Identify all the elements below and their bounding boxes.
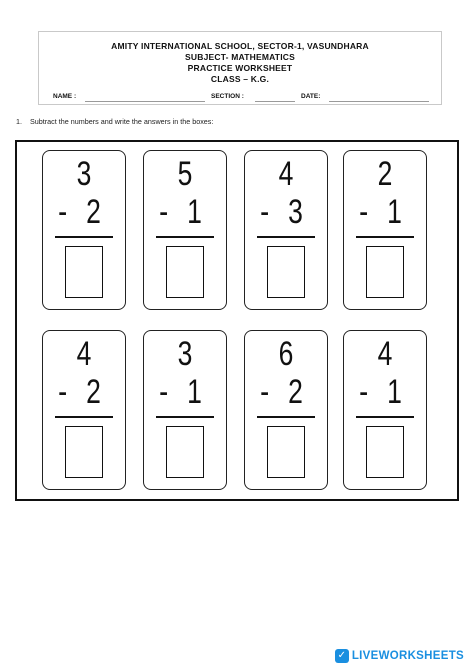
answer-line [257, 416, 315, 418]
instruction-text: Subtract the numbers and write the answers in the boxes: [30, 117, 214, 126]
worksheet-type: PRACTICE WORKSHEET [187, 63, 293, 73]
subtrahend: 2 [86, 373, 101, 411]
name-field[interactable] [85, 101, 205, 102]
answer-box[interactable] [65, 426, 103, 478]
instruction [16, 117, 213, 126]
minuend: 2 [377, 155, 393, 193]
problem-card [244, 330, 328, 490]
subtrahend: 1 [387, 193, 402, 231]
school-name: AMITY INTERNATIONAL SCHOOL, SECTOR-1, VASUNDHARA [111, 41, 369, 51]
section-field[interactable] [255, 101, 295, 102]
minuend: 3 [177, 335, 193, 373]
minuend: 4 [76, 335, 92, 373]
answer-line [257, 236, 315, 238]
answer-box[interactable] [267, 426, 305, 478]
problem-card [42, 150, 126, 310]
problem-card [244, 150, 328, 310]
logo-text: LIVEWORKSHEETS [351, 649, 464, 662]
date-label: DATE: [301, 93, 321, 100]
answer-box[interactable] [366, 426, 404, 478]
subtrahend: 1 [187, 193, 202, 231]
problem-card [42, 330, 126, 490]
subtrahend: 3 [288, 193, 303, 231]
minuend: 3 [76, 155, 92, 193]
answer-line [356, 236, 414, 238]
subtrahend: 1 [187, 373, 202, 411]
problem-card [143, 150, 227, 310]
subtrahend: 2 [86, 193, 101, 231]
answer-box[interactable] [65, 246, 103, 298]
date-field[interactable] [329, 101, 429, 102]
problems-frame [15, 140, 459, 501]
minus-sign: - [159, 193, 169, 231]
liveworksheets-logo [335, 648, 464, 663]
minuend: 4 [278, 155, 294, 193]
answer-line [356, 416, 414, 418]
name-label: NAME : [53, 93, 77, 100]
minus-sign: - [58, 193, 68, 231]
minus-sign: - [359, 193, 369, 231]
minus-sign: - [260, 373, 270, 411]
problem-card [343, 330, 427, 490]
answer-line [156, 416, 214, 418]
liveworksheets-logo-icon: ✓ [335, 649, 349, 663]
answer-box[interactable] [166, 246, 204, 298]
minus-sign: - [159, 373, 169, 411]
subtrahend: 2 [288, 373, 303, 411]
answer-line [156, 236, 214, 238]
class-line: CLASS – K.G. [210, 74, 270, 84]
worksheet-header [38, 31, 442, 105]
minus-sign: - [58, 373, 68, 411]
minuend: 6 [278, 335, 294, 373]
minuend: 5 [177, 155, 193, 193]
answer-box[interactable] [366, 246, 404, 298]
answer-box[interactable] [166, 426, 204, 478]
answer-line [55, 236, 113, 238]
student-fields [39, 93, 441, 103]
answer-line [55, 416, 113, 418]
minus-sign: - [359, 373, 369, 411]
problem-card [343, 150, 427, 310]
instruction-number: 1. [16, 117, 22, 126]
minus-sign: - [260, 193, 270, 231]
minuend: 4 [377, 335, 393, 373]
section-label: SECTION : [211, 93, 244, 100]
subject-line: SUBJECT- MATHEMATICS [185, 52, 295, 62]
answer-box[interactable] [267, 246, 305, 298]
subtrahend: 1 [387, 373, 402, 411]
problem-card [143, 330, 227, 490]
